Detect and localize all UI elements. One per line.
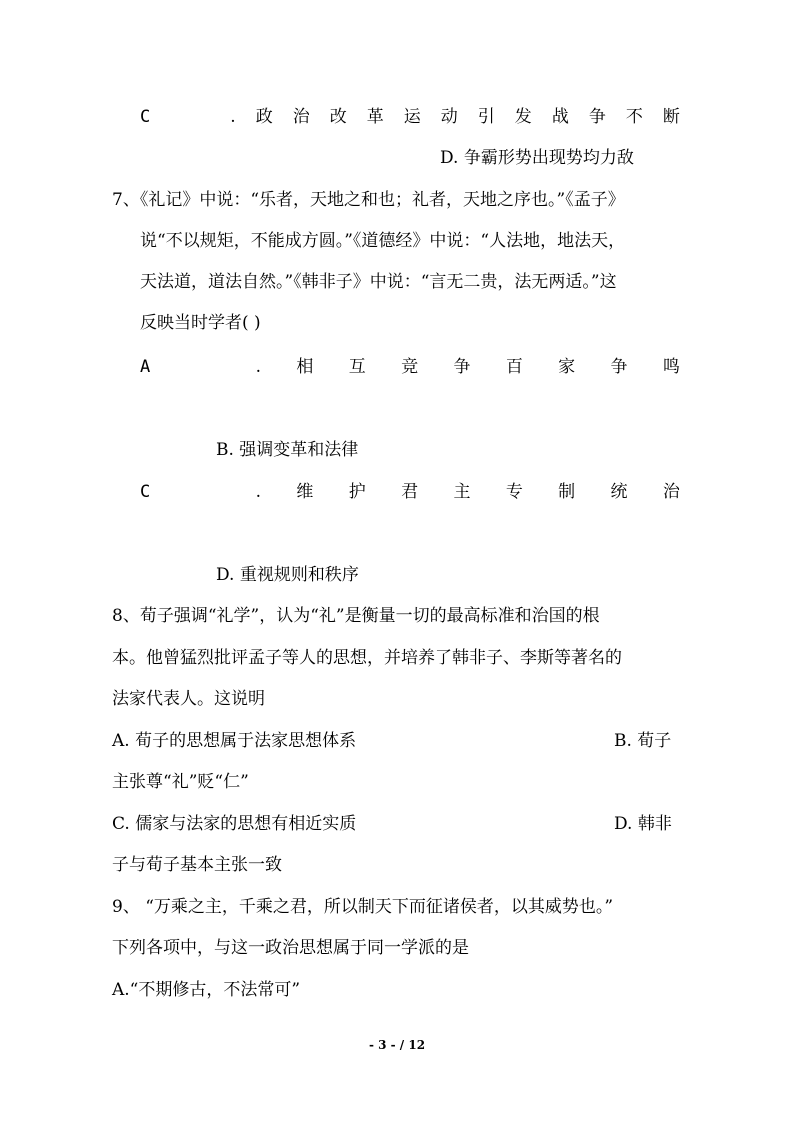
q6-option-c-char: 争 xyxy=(588,107,606,127)
q7-option-a-dot: . xyxy=(255,357,262,377)
q6-option-d: D. 争霸形势出现势均力敌 xyxy=(440,148,634,168)
q7-option-c-char: 维 xyxy=(296,482,314,502)
q7-option-a-char: 争 xyxy=(610,357,628,377)
q7-option-c-char: 治 xyxy=(662,482,680,502)
q8-stem-line-3: 法家代表人。这说明 xyxy=(112,689,265,709)
q6-option-c-char: 引 xyxy=(477,107,495,127)
q6-option-c-char: 改 xyxy=(329,107,347,127)
q9-stem-line-2: 下列各项中，与这一政治思想属于同一学派的是 xyxy=(112,938,469,958)
q7-option-a-char: 互 xyxy=(348,357,366,377)
q8-option-d-tail: 子与荀子基本主张一致 xyxy=(112,855,282,875)
q6-option-c-char: 不 xyxy=(625,107,643,127)
q7-option-c-char: 主 xyxy=(453,482,471,502)
q9-option-a: A.“不期修古，不法常可” xyxy=(112,980,301,1000)
q7-stem-line-4: 反映当时学者( ) xyxy=(140,313,261,333)
q7-option-c-dot: . xyxy=(255,482,262,502)
q7-option-c-char: 专 xyxy=(505,482,523,502)
q6-option-c-char: 动 xyxy=(440,107,458,127)
q7-option-a-letter: A xyxy=(140,357,151,377)
q7-option-c-char: 君 xyxy=(401,482,419,502)
q6-option-c-dot: . xyxy=(230,107,236,127)
q7-option-a xyxy=(140,355,680,379)
q9-stem-line-1: 9、 “万乘之主，千乘之君，所以制天下而征诸侯者，以其威势也。” xyxy=(112,897,614,917)
q8-option-d-head: D. 韩非 xyxy=(614,814,672,834)
q7-option-a-char: 鸣 xyxy=(662,357,680,377)
q8-option-b-tail: 主张尊“礼”贬“仁” xyxy=(112,772,249,792)
q6-option-c-char: 政 xyxy=(255,107,273,127)
q7-option-a-char: 家 xyxy=(558,357,576,377)
q8-option-c: C. 儒家与法家的思想有相近实质 xyxy=(112,814,357,834)
q7-stem-line-1: 7、《礼记》中说：“乐者，天地之和也；礼者，天地之序也。”《孟子》 xyxy=(112,190,625,210)
q8-option-b-head: B. 荀子 xyxy=(614,731,672,751)
q7-option-b: B. 强调变革和法律 xyxy=(216,440,359,460)
q7-option-c-char: 制 xyxy=(558,482,576,502)
q7-stem-line-2: 说“不以规矩，不能成方圆。”《道德经》中说：“人法地，地法天， xyxy=(140,231,626,251)
q7-option-c-letter: C xyxy=(140,482,151,502)
q7-option-a-char: 争 xyxy=(453,357,471,377)
q8-option-a: A. 荀子的思想属于法家思想体系 xyxy=(112,731,357,751)
q7-option-a-char: 百 xyxy=(505,357,523,377)
q6-option-c-char: 革 xyxy=(366,107,384,127)
q7-option-a-char: 竞 xyxy=(401,357,419,377)
q6-option-c-char: 治 xyxy=(292,107,310,127)
q6-option-c-char: 发 xyxy=(514,107,532,127)
q8-stem-line-2: 本。他曾猛烈批评孟子等人的思想，并培养了韩非子、李斯等著名的 xyxy=(112,648,622,668)
q8-stem-line-1: 8、荀子强调“礼学”，认为“礼”是衡量一切的最高标准和治国的根 xyxy=(112,606,600,626)
q7-option-c xyxy=(140,480,680,504)
q6-option-c-char: 断 xyxy=(662,107,680,127)
q7-option-c-char: 护 xyxy=(348,482,366,502)
q6-option-c-letter: C xyxy=(140,107,151,127)
q7-option-a-char: 相 xyxy=(296,357,314,377)
q6-option-c xyxy=(140,105,680,129)
q7-option-c-char: 统 xyxy=(610,482,628,502)
q7-option-d: D. 重视规则和秩序 xyxy=(216,565,359,585)
q6-option-c-char: 战 xyxy=(551,107,569,127)
q7-stem-line-3: 天法道，道法自然。”《韩非子》中说：“言无二贵，法无两适。”这 xyxy=(140,272,617,292)
page-number: - 3 - / 12 xyxy=(368,1038,426,1052)
q6-option-c-char: 运 xyxy=(403,107,421,127)
